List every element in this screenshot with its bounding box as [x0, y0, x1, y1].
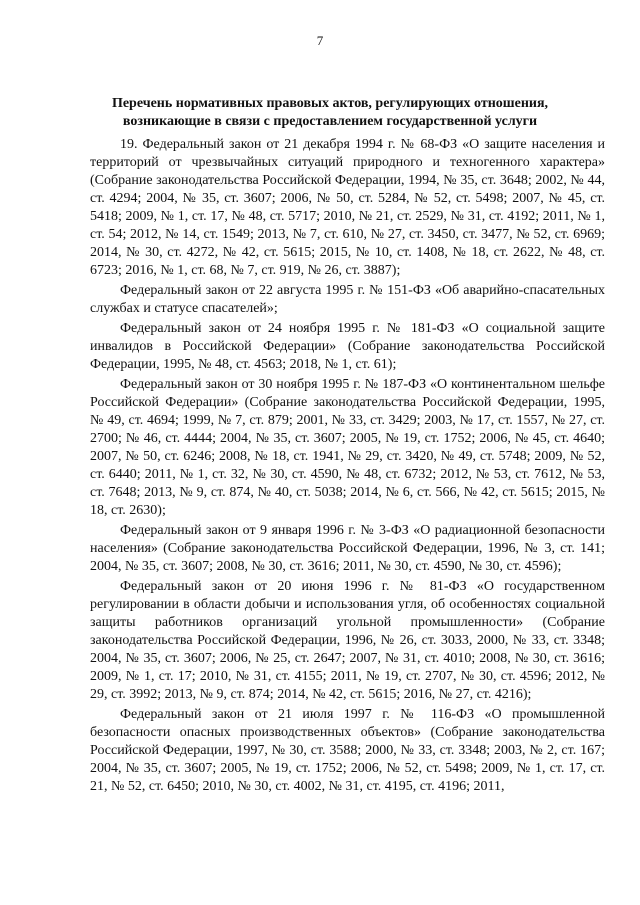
legal-acts-list: [90, 136, 605, 798]
document-title-line-1: Перечень нормативных правовых актов, регулирующих отношения,: [111, 96, 549, 111]
legal-act-entry: Федеральный закон от 22 августа 1995 г. № 151-ФЗ «Об аварийно-спасательных службах и статусе спасателей»;: [90, 283, 605, 316]
legal-act-entry: Федеральный закон от 20 июня 1996 г. № 81-ФЗ «О государственном регулировании в области добычи и использования угля, об особенностях социальной защиты работников организаций угольной промышленности» (Собрание законодательства Российской Федерации, 1996, № 26, ст. 3033, 2000, № 33, ст. 3348; 2004, № 35, ст. 3607; 2006, № 25, ст. 2647; 2007, № 31, ст. 4010; 2008, № 30, ст. 3616; 2009, № 1, ст. 17; 2010, № 31, ст. 4155; 2011, № 19, ст. 2707, № 30, ст. 4596; 2012, № 29, ст. 3992; 2013, № 9, ст. 874; 2014, № 42, ст. 5615; 2016, № 27, ст. 4216);: [90, 579, 605, 702]
document-title-line-2: возникающие в связи с предоставлением государственной услуги: [122, 114, 538, 129]
legal-act-entry: Федеральный закон от 24 ноября 1995 г. № 181-ФЗ «О социальной защите инвалидов в Российской Федерации» (Собрание законодательства Российской Федерации, 1995, № 48, ст. 4563; 2018, № 1, ст. 61);: [90, 321, 605, 372]
legal-act-entry: Федеральный закон от 30 ноября 1995 г. № 187-ФЗ «О континентальном шельфе Российской Федерации» (Собрание законодательства Российской Федерации, 1995, № 49, ст. 4694; 1999, № 7, ст. 879; 2001, № 33, ст. 3429; 2003, № 17, ст. 1557, № 27, ст. 2700; № 46, ст. 4444; 2004, № 35, ст. 3607; 2005, № 19, ст. 1752; 2006, № 45, ст. 4640; 2007, № 50, ст. 6246; 2008, № 18, ст. 1941, № 29, ст. 3420, № 49, ст. 5748; 2009, № 52, ст. 6440; 2011, № 1, ст. 32, № 30, ст. 4590, № 48, ст. 6732; 2012, № 53, ст. 7612, № 53, ст. 7648; 2013, № 9, ст. 874, № 40, ст. 5038; 2014, № 6, ст. 566, № 42, ст. 5615; 2015, № 18, ст. 2630);: [90, 377, 605, 518]
legal-act-entry: Федеральный закон от 9 января 1996 г. № 3-ФЗ «О радиационной безопасности населения» (Собрание законодательства Российской Федерации, 1996, № 3, ст. 141; 2004, № 35, ст. 3607; 2008, № 30, ст. 3616; 2011, № 30, ст. 4590, № 30, ст. 4596);: [90, 523, 605, 574]
page-number: 7: [316, 33, 324, 48]
legal-act-entry: Федеральный закон от 21 июля 1997 г. № 116-ФЗ «О промышленной безопасности опасных производственных объектов» (Собрание законодательства Российской Федерации, 1997, № 30, ст. 3588; 2000, № 33, ст. 3348; 2003, № 2, ст. 167; 2004, № 35, ст. 3607; 2005, № 19, ст. 1752; 2006, № 52, ст. 5498; 2009, № 1, ст. 17, ст. 21, № 52, ст. 6450; 2010, № 30, ст. 4002, № 31, ст. 4195, ст. 4196; 2011,: [90, 707, 605, 794]
document-title: [80, 95, 580, 131]
legal-act-entry: 19. Федеральный закон от 21 декабря 1994 г. № 68-ФЗ «О защите населения и территорий от чрезвычайных ситуаций природного и техногенного характера» (Собрание законодательства Российской Федерации, 1994, № 35, ст. 3648; 2002, № 44, ст. 4294; 2004, № 35, ст. 3607; 2006, № 50, ст. 5284, № 52, ст. 5498; 2007, № 45, ст. 5418; 2009, № 1, ст. 17, № 48, ст. 5717; 2010, № 21, ст. 2529, № 31, ст. 4192; 2011, № 1, ст. 54; 2012, № 14, ст. 1549; 2013, № 7, ст. 610, № 27, ст. 3450, ст. 3477, № 52, ст. 6969; 2014, № 30, ст. 4272, № 42, ст. 5615; 2015, № 10, ст. 1408, № 18, ст. 2622, № 48, ст. 6723; 2016, № 1, ст. 68, № 7, ст. 919, № 26, ст. 3887);: [90, 137, 605, 278]
